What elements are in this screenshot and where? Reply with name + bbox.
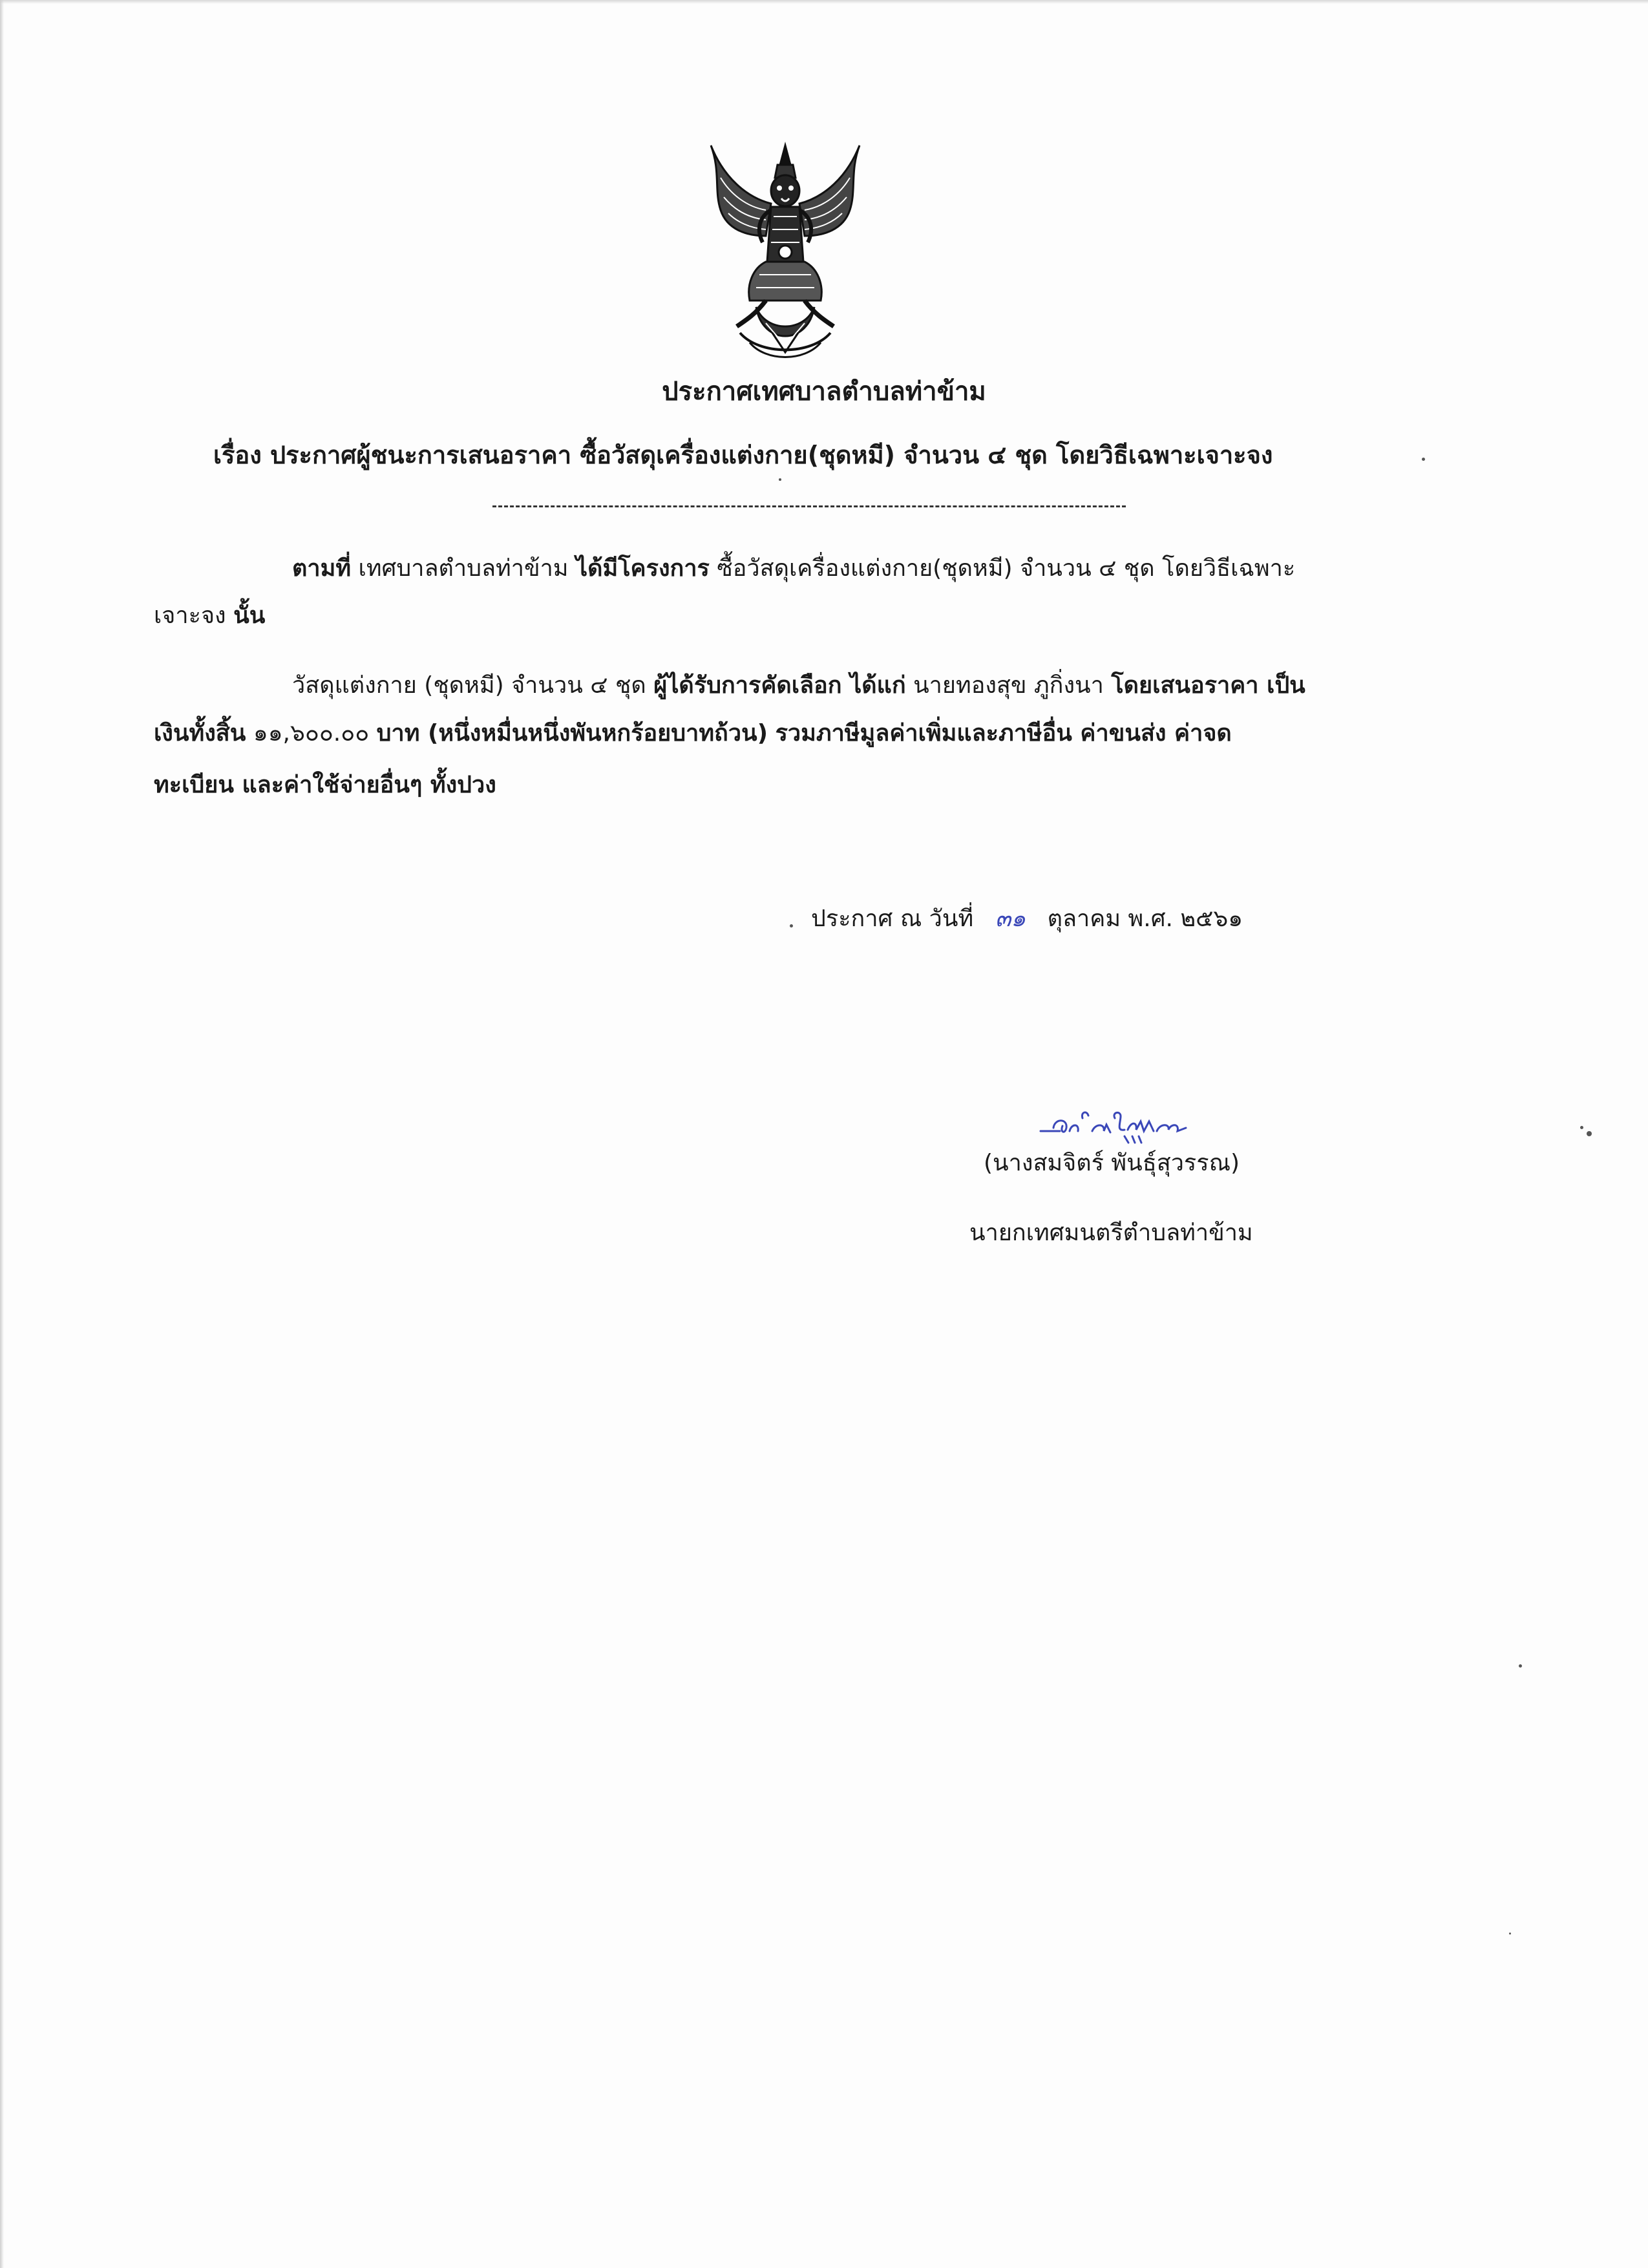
- p1-lead: ตามที่: [292, 555, 352, 582]
- announcement-date: [811, 907, 1243, 931]
- scan-speck: [1519, 1664, 1522, 1668]
- paragraph-2-line-1: [292, 674, 1305, 697]
- handwritten-signature: [1034, 1092, 1228, 1157]
- p2-selected: ผู้ได้รับการคัดเลือก ได้แก่: [653, 672, 906, 699]
- paragraph-1-line-1: [292, 557, 1295, 580]
- announcement-title: ประกาศเทศบาลตำบลท่าข้าม: [662, 377, 986, 407]
- scan-speck: [1509, 1933, 1511, 1934]
- scan-speck: [1580, 1126, 1583, 1129]
- p2-vendor: นายทองสุข ภูกิ่งนา: [913, 672, 1104, 699]
- p2-offer: โดยเสนอราคา เป็น: [1111, 672, 1305, 699]
- date-day: ๓๑: [995, 906, 1026, 932]
- heading-divider: [492, 505, 1126, 507]
- p2-line3: ทะเบียน และค่าใช้จ่ายอื่นๆ ทั้งปวง: [154, 772, 496, 798]
- scan-speck: [779, 478, 781, 481]
- scan-speck: [790, 924, 793, 927]
- garuda-emblem-icon: [701, 139, 869, 362]
- scan-speck: [1422, 458, 1425, 461]
- p1-mid: ได้มีโครงการ: [576, 555, 710, 582]
- p2-item: วัสดุแต่งกาย (ชุดหมี) จำนวน ๔ ชุด: [292, 672, 646, 699]
- paragraph-2-line-3: [154, 774, 496, 797]
- page-edge-left: [0, 0, 4, 2268]
- signer-name: (นางสมจิตร์ พันธุ์สุวรรณ): [984, 1150, 1240, 1176]
- scan-speck: [1587, 1131, 1592, 1136]
- p2-line2-b: บาท (หนึ่งหมื่นหนึ่งพันหกร้อยบาทถ้วน): [376, 720, 768, 747]
- p2-amount: ๑๑,๖๐๐.๐๐: [253, 720, 370, 747]
- paragraph-1-line-2: [154, 604, 265, 628]
- p2-line2-a: เงินทั้งสิ้น: [154, 720, 246, 747]
- p1-org: เทศบาลตำบลท่าข้าม: [358, 555, 569, 582]
- signer-position: นายกเทศมนตรีตำบลท่าข้าม: [969, 1220, 1253, 1246]
- paragraph-2-line-2: [154, 722, 1232, 745]
- subject-label: เรื่อง ประกาศผู้ชนะการเสนอราคา: [213, 441, 572, 469]
- date-month-year: ตุลาคม พ.ศ. ๒๕๖๑: [1047, 906, 1243, 932]
- p1-rest: ซื้อวัสดุเครื่องแต่งกาย(ชุดหมี) จำนวน ๔ ชุด โดยวิธีเฉพาะ: [717, 555, 1296, 582]
- p1-line2-b: นั้น: [233, 602, 266, 629]
- p1-line2-a: เจาะจง: [154, 602, 226, 629]
- subject-detail: ซื้อวัสดุเครื่องแต่งกาย(ชุดหมี) จำนวน ๔ ชุด โดยวิธีเฉพาะเจาะจง: [580, 441, 1273, 469]
- date-prefix: ประกาศ ณ วันที่: [811, 906, 974, 932]
- page-edge-top: [0, 0, 1648, 4]
- announcement-subject: [213, 435, 1273, 474]
- p2-line2-c: รวมภาษีมูลค่าเพิ่มและภาษีอื่น ค่าขนส่ง ค่าจด: [775, 720, 1232, 747]
